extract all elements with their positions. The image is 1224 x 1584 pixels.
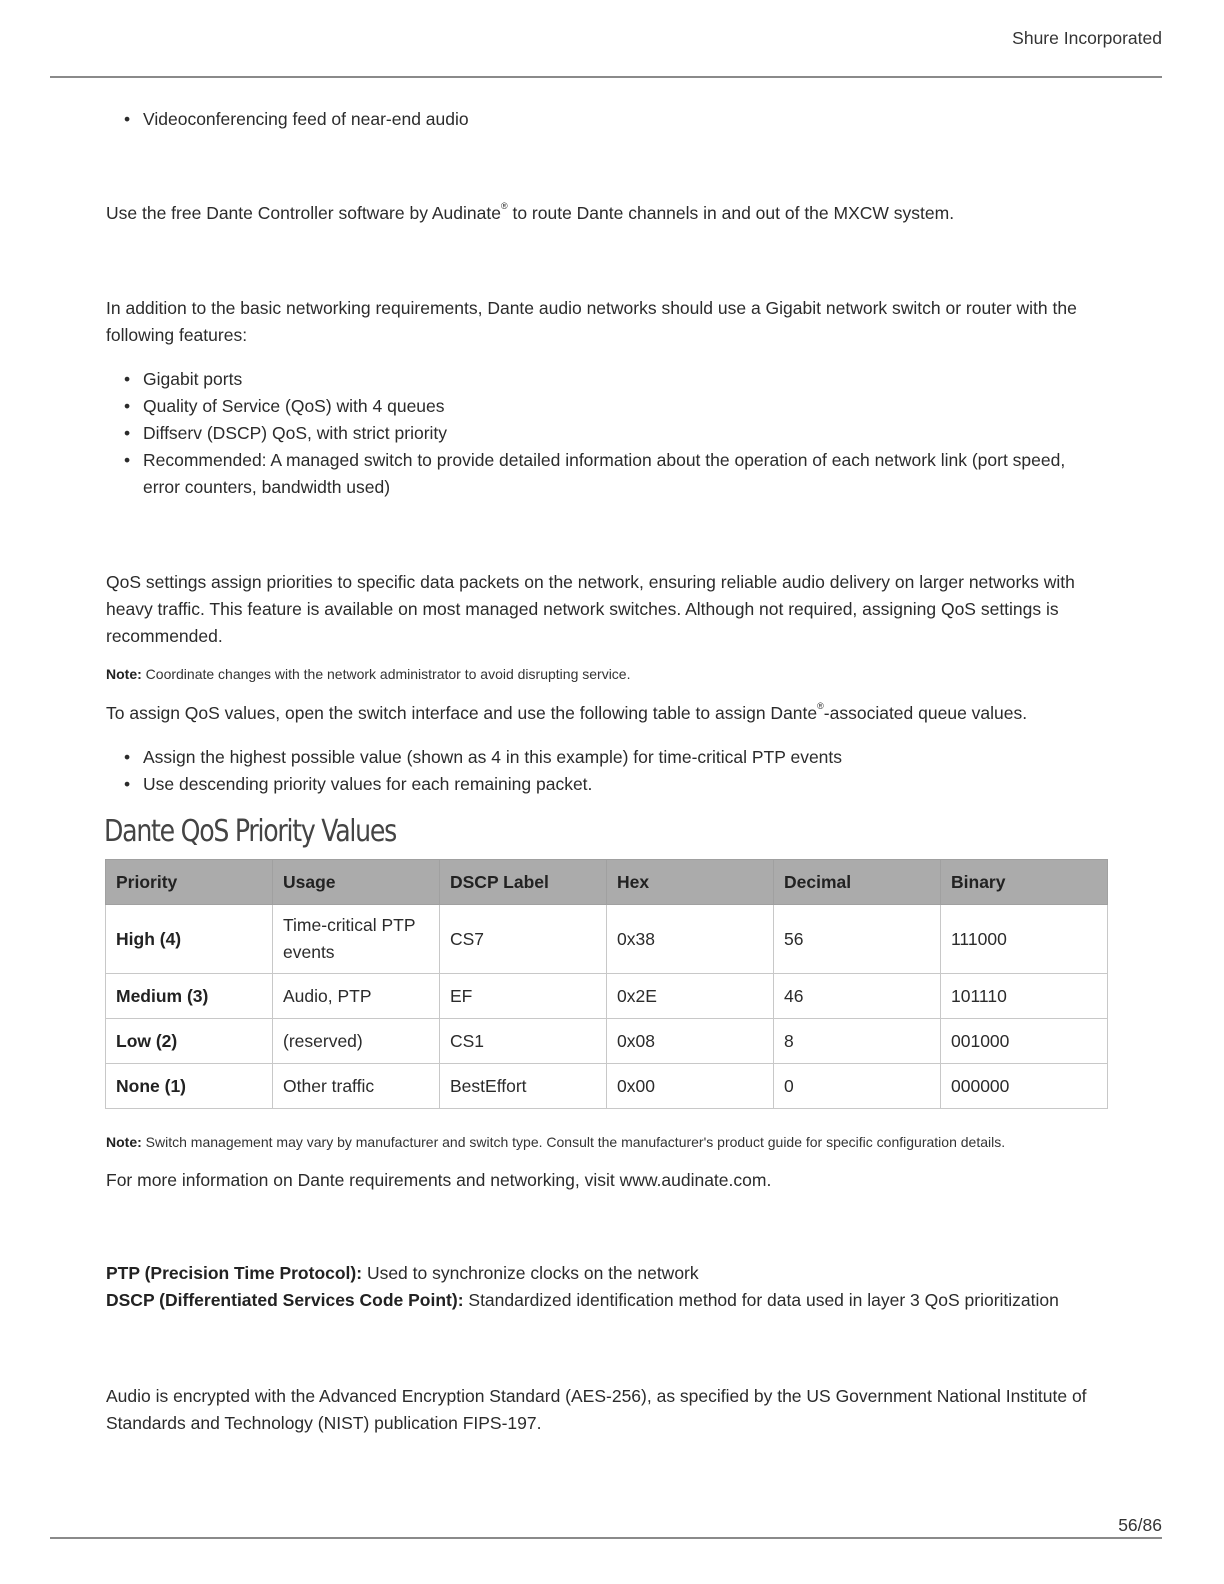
switch-note [106, 1133, 1116, 1151]
registered-mark: ® [817, 701, 824, 711]
table-cell: 0 [774, 1064, 941, 1109]
glossary-term-dscp: DSCP (Differentiated Services Code Point): [106, 1290, 464, 1310]
glossary-definition-ptp: Used to synchronize clocks on the network [362, 1263, 699, 1283]
table-cell: 56 [774, 905, 941, 974]
table-cell: CS7 [440, 905, 607, 974]
table-row [106, 974, 1108, 1019]
registered-mark: ® [500, 201, 508, 211]
table-cell: 8 [774, 1019, 941, 1064]
list-item: • Assign the highest possible value (shown as 4 in this example) for time-critical PTP events [124, 744, 842, 771]
table-header-row [106, 860, 1108, 905]
note-label: Note: [106, 1134, 142, 1150]
table-cell: 0x38 [607, 905, 774, 974]
list-item: • Recommended: A managed switch to provide detailed information about the operation of each network link (port speed, error counters, bandwidth used) [124, 447, 1104, 501]
network-features-list [124, 366, 1104, 501]
note-text: Switch management may vary by manufacturer and switch type. Consult the manufacturer's product guide for specific configuration details. [141, 1134, 1006, 1150]
column-header-dscp-label: DSCP Label [440, 860, 607, 905]
table-cell: Medium (3) [106, 974, 273, 1019]
list-item: • Quality of Service (QoS) with 4 queues [124, 393, 1104, 420]
table-row [106, 1019, 1108, 1064]
glossary-definition-dscp: Standardized identification method for data used in layer 3 QoS prioritization [463, 1290, 1059, 1310]
table-cell: 111000 [941, 905, 1108, 974]
dante-controller-text: Use the free Dante Controller software by Audinate [106, 203, 501, 223]
column-header-hex: Hex [607, 860, 774, 905]
list-item: • Videoconferencing feed of near-end audio [124, 106, 469, 133]
table-cell: Audio, PTP [273, 974, 440, 1019]
more-info-paragraph: For more information on Dante requirements and networking, visit www.audinate.com. [106, 1170, 772, 1190]
table-cell: High (4) [106, 905, 273, 974]
column-header-binary: Binary [941, 860, 1108, 905]
table-cell: EF [440, 974, 607, 1019]
column-header-usage: Usage [273, 860, 440, 905]
list-item: • Use descending priority values for each remaining packet. [124, 771, 842, 798]
list-item: • Gigabit ports [124, 366, 1104, 393]
note-text: Coordinate changes with the network administrator to avoid disrupting service. [141, 666, 631, 682]
table-cell: (reserved) [273, 1019, 440, 1064]
dante-controller-text-rest: to route Dante channels in and out of the MXCW system. [507, 203, 955, 223]
column-header-decimal: Decimal [774, 860, 941, 905]
dante-controller-paragraph [106, 200, 1116, 227]
column-header-priority: Priority [106, 860, 273, 905]
table-cell: None (1) [106, 1064, 273, 1109]
qos-assign-text-rest: -associated queue values. [823, 703, 1028, 723]
note-label: Note: [106, 666, 142, 682]
table-cell: 101110 [941, 974, 1108, 1019]
qos-note [106, 665, 1116, 683]
table-cell: 000000 [941, 1064, 1108, 1109]
qos-paragraph: QoS settings assign priorities to specific data packets on the network, ensuring reliable audio delivery on larger networks with heavy traffic. This feature is available on most managed network switches. Although not required, assigning QoS settings is recommended. [106, 572, 1075, 646]
list-item: • Diffserv (DSCP) QoS, with strict priority [124, 420, 1104, 447]
qos-assign-paragraph [106, 700, 1116, 727]
network-requirements-paragraph: In addition to the basic networking requirements, Dante audio networks should use a Gigabit network switch or router with the following features: [106, 298, 1077, 345]
table-cell: Other traffic [273, 1064, 440, 1109]
table-cell: 0x00 [607, 1064, 774, 1109]
table-title: Dante QoS Priority Values [104, 814, 397, 849]
page-number: 56/86 [1118, 1515, 1162, 1535]
header-divider [50, 76, 1162, 78]
glossary-term-ptp: PTP (Precision Time Protocol): [106, 1263, 363, 1283]
table-cell: CS1 [440, 1019, 607, 1064]
table-cell: Time-critical PTP events [273, 905, 440, 974]
encryption-paragraph: Audio is encrypted with the Advanced Encryption Standard (AES-256), as specified by the US Government National Institute of Standards and Technology (NIST) publication FIPS-197. [106, 1386, 1087, 1433]
table-cell: 46 [774, 974, 941, 1019]
company-name: Shure Incorporated [1012, 28, 1162, 48]
table-cell: 001000 [941, 1019, 1108, 1064]
qos-bullet-list [124, 744, 842, 798]
qos-assign-text: To assign QoS values, open the switch interface and use the following table to assign Dante [106, 703, 818, 723]
table-row [106, 905, 1108, 974]
table-cell: BestEffort [440, 1064, 607, 1109]
footer-divider [50, 1537, 1162, 1539]
table-cell: 0x2E [607, 974, 774, 1019]
table-cell: Low (2) [106, 1019, 273, 1064]
glossary [106, 1260, 1116, 1314]
table-cell: 0x08 [607, 1019, 774, 1064]
table-row [106, 1064, 1108, 1109]
intro-bullet-list [124, 106, 469, 133]
qos-priority-table [105, 859, 1108, 1109]
